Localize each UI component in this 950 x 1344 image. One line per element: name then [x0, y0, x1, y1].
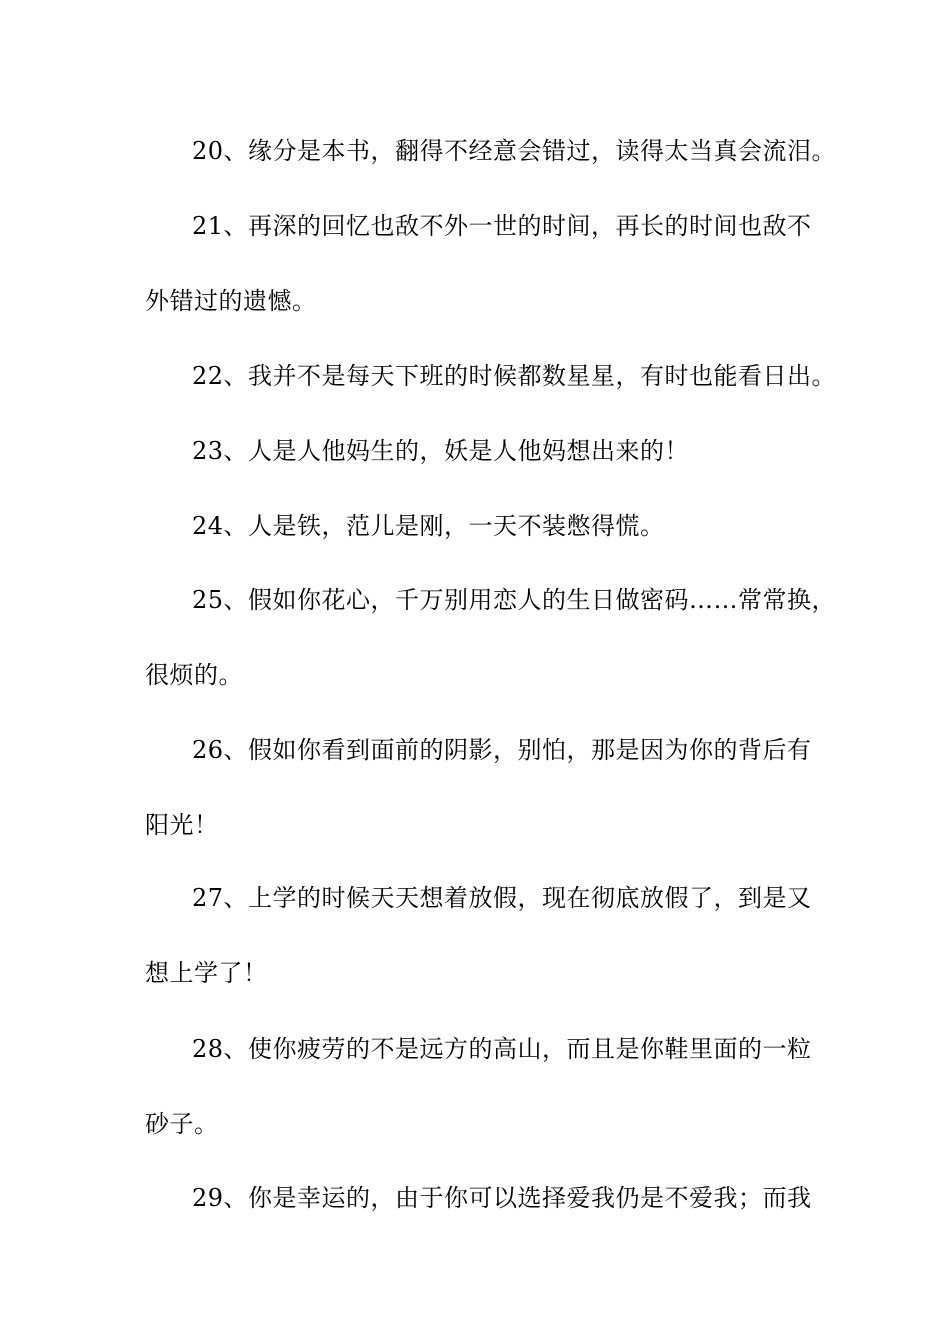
text-line-29: 29、你是幸运的，由于你可以选择爱我仍是不爱我；而我: [192, 1184, 812, 1212]
text-line-24: 24、人是铁，范儿是刚，一天不装憋得慌。: [192, 512, 665, 540]
text-line-21-cont: 外错过的遗憾。: [145, 287, 317, 315]
text-line-22: 22、我并不是每天下班的时候都数星星，有时也能看日出。: [192, 362, 837, 390]
text-line-27-cont: 想上学了！: [145, 959, 268, 987]
text-line-23: 23、人是人他妈生的，妖是人他妈想出来的！: [192, 437, 690, 465]
text-line-25: 25、假如你花心，千万别用恋人的生日做密码……常常换，: [192, 586, 837, 614]
text-line-27: 27、上学的时候天天想着放假，现在彻底放假了，到是又: [192, 884, 812, 912]
text-line-28-cont: 砂子。: [145, 1110, 219, 1138]
text-line-28: 28、使你疲劳的不是远方的高山，而且是你鞋里面的一粒: [192, 1035, 812, 1063]
text-line-26-cont: 阳光！: [145, 811, 219, 839]
text-line-21: 21、再深的回忆也敌不外一世的时间，再长的时间也敌不: [192, 212, 812, 240]
text-line-25-cont: 很烦的。: [145, 661, 243, 689]
text-line-20: 20、缘分是本书，翻得不经意会错过，读得太当真会流泪。: [192, 137, 837, 165]
text-line-26: 26、假如你看到面前的阴影，别怕，那是因为你的背后有: [192, 736, 812, 764]
